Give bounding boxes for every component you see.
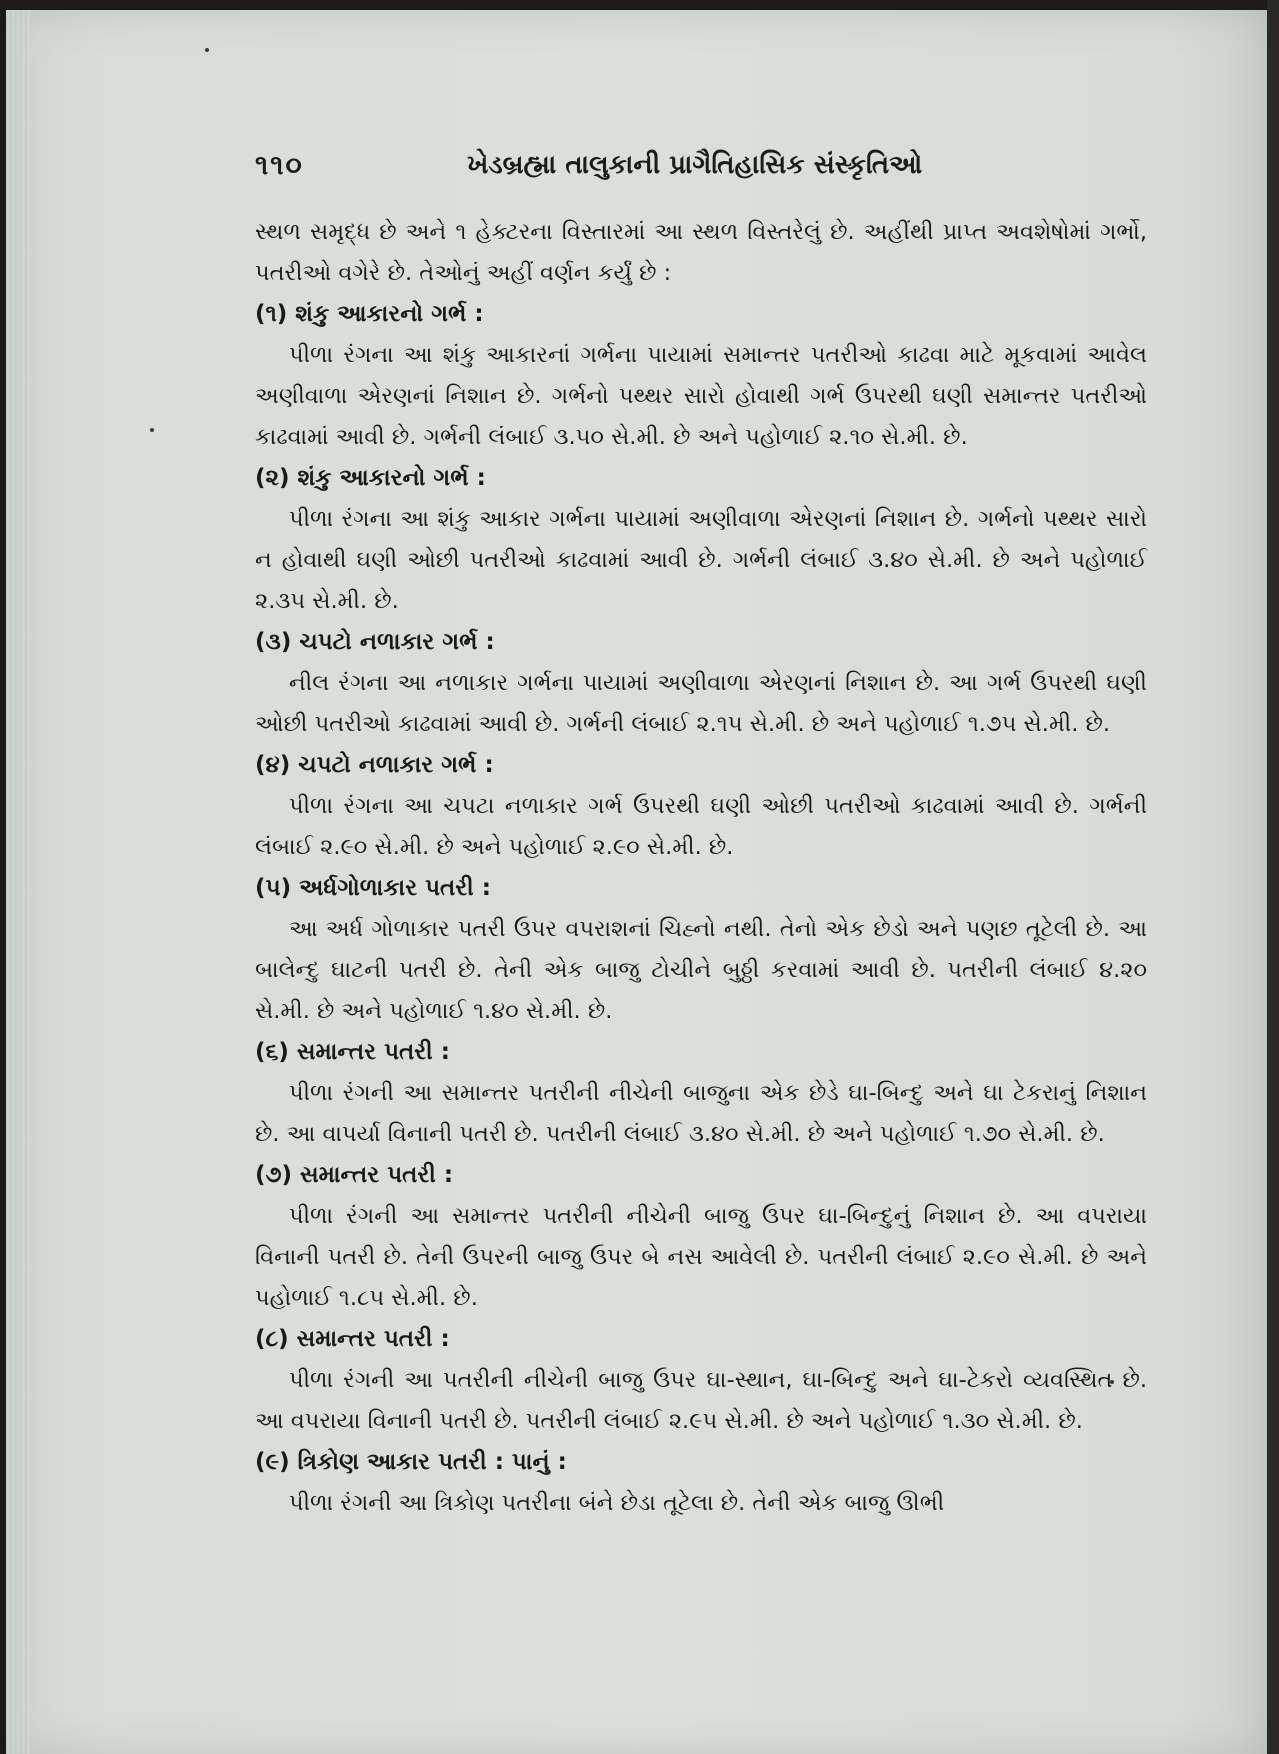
item-heading-3: (૩) ચપટો નળાકાર ગર્ભ : [255, 629, 495, 655]
item-heading-8: (૮) સમાન્તર પતરી : [255, 1326, 450, 1352]
item-heading-4: (૪) ચપટો નળાકાર ગર્ભ : [255, 752, 494, 778]
item-heading-2: (૨) શંકુ આકારનો ગર્ભ : [255, 465, 486, 491]
page-body [255, 212, 1147, 1524]
paper-speck [150, 428, 154, 432]
paper-speck [205, 48, 209, 52]
page-stack-edges [6, 10, 30, 1754]
item-paragraph-8: પીળા રંગની આ પતરીની નીચેની બાજુ ઉપર ઘા-સ્થાન, ઘા-બિન્દુ અને ઘા-ટેકરો વ્યવસ્થિત છે. આ વપરાયા વિનાની પતરી છે. પતરીની લંબાઈ ૨.૯૫ સે.મી. છે અને પહોળાઈ ૧.૩૦ સે.મી. છે. [255, 1367, 1147, 1434]
page-header [255, 150, 1275, 190]
scan-right-edge [1267, 0, 1279, 1754]
item-paragraph-5: આ અર્ધ ગોળાકાર પતરી ઉપર વપરાશનાં ચિહ્નો નથી. તેનો એક છેડો અને પણછ તૂટેલી છે. આ બાલેન્દુ ઘાટની પતરી છે. તેની એક બાજુ ટોચીને બુઠ્ઠી કરવામાં આવી છે. પતરીની લંબાઈ ૪.૨૦ સે.મી. છે અને પહોળાઈ ૧.૪૦ સે.મી. છે. [255, 916, 1147, 1024]
item-heading-5: (૫) અર્ધગોળાકાર પતરી : [255, 875, 491, 901]
item-paragraph-2: પીળા રંગના આ શંકુ આકાર ગર્ભના પાયામાં અણીવાળા એરણનાં નિશાન છે. ગર્ભનો પથ્થર સારો ન હોવાથી ઘણી ઓછી પતરીઓ કાઢવામાં આવી છે. ગર્ભની લંબાઈ ૩.૪૦ સે.મી. છે અને પહોળાઈ ૨.૩૫ સે.મી. છે. [255, 506, 1147, 614]
item-paragraph-1: પીળા રંગના આ શંકુ આકારનાં ગર્ભના પાયામાં સમાન્તર પતરીઓ કાઢવા માટે મૂકવામાં આવેલ અણીવાળા એરણનાં નિશાન છે. ગર્ભનો પથ્થર સારો હોવાથી ગર્ભ ઉપરથી ઘણી સમાન્તર પતરીઓ કાઢવામાં આવી છે. ગર્ભની લંબાઈ ૩.૫૦ સે.મી. છે અને પહોળાઈ ૨.૧૦ સે.મી. છે. [255, 342, 1147, 450]
intro-paragraph: સ્થળ સમૃદ્ધ છે અને ૧ હેક્ટરના વિસ્તારમાં આ સ્થળ વિસ્તરેલું છે. અહીંથી પ્રાપ્ત અવશેષોમાં ગર્ભો, પતરીઓ વગેરે છે. તેઓનું અહીં વર્ણન કર્યું છે : [255, 219, 1147, 286]
item-paragraph-3: નીલ રંગના આ નળાકાર ગર્ભના પાયામાં અણીવાળા એરણનાં નિશાન છે. આ ગર્ભ ઉપરથી ઘણી ઓછી પતરીઓ કાઢવામાં આવી છે. ગર્ભની લંબાઈ ૨.૧૫ સે.મી. છે અને પહોળાઈ ૧.૭૫ સે.મી. છે. [255, 670, 1147, 737]
item-paragraph-4: પીળા રંગના આ ચપટા નળાકાર ગર્ભ ઉપરથી ઘણી ઓછી પતરીઓ કાઢવામાં આવી છે. ગર્ભની લંબાઈ ૨.૯૦ સે.મી. છે અને પહોળાઈ ૨.૯૦ સે.મી. છે. [255, 793, 1147, 860]
running-title: ખેડબ્રહ્મા તાલુકાની પ્રાગૈતિહાસિક સંસ્કૃતિઓ [467, 150, 923, 180]
item-paragraph-6: પીળા રંગની આ સમાન્તર પતરીની નીચેની બાજુના એક છેડે ઘા-બિન્દુ અને ઘા ટેકરાનું નિશાન છે. આ વાપર્યા વિનાની પતરી છે. પતરીની લંબાઈ ૩.૪૦ સે.મી. છે અને પહોળાઈ ૧.૭૦ સે.મી. છે. [255, 1080, 1147, 1147]
item-paragraph-7: પીળા રંગની આ સમાન્તર પતરીની નીચેની બાજુ ઉપર ઘા-બિન્દુનું નિશાન છે. આ વપરાયા વિનાની પતરી છે. તેની ઉપરની બાજુ ઉપર બે નસ આવેલી છે. પતરીની લંબાઈ ૨.૯૦ સે.મી. છે અને પહોળાઈ ૧.૮૫ સે.મી. છે. [255, 1203, 1147, 1311]
item-heading-6: (૬) સમાન્તર પતરી : [255, 1039, 450, 1065]
item-heading-1: (૧) શંકુ આકારનો ગર્ભ : [255, 301, 484, 327]
page-number: ૧૧૦ [255, 150, 304, 181]
item-paragraph-9: પીળા રંગની આ ત્રિકોણ પતરીના બંને છેડા તૂટેલા છે. તેની એક બાજુ ઊભી [289, 1490, 945, 1516]
item-heading-7: (૭) સમાન્તર પતરી : [255, 1162, 454, 1188]
item-heading-9: (૯) ત્રિકોણ આકાર પતરી : પાનું : [255, 1449, 567, 1475]
